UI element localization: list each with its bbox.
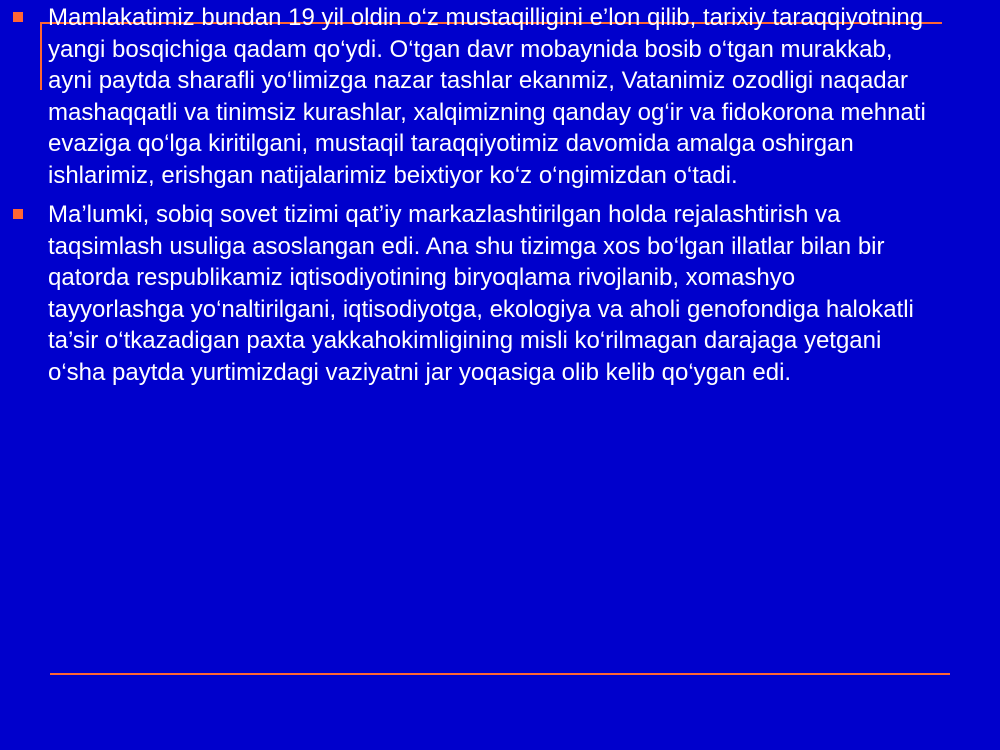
bullet-item	[10, 199, 930, 388]
bullet-item	[10, 2, 930, 191]
bottom-accent-line	[50, 673, 950, 675]
square-bullet-icon	[13, 12, 23, 22]
bullet-text: Ma’lumki, sobiq sovet tizimi qat’iy markazlashtirilgan holda rejalashtirish va taqsimlash usuliga asoslangan edi. Ana shu tizimga xos bo‘lgan illatlar bilan bir qatorda respublikamiz iqtisodiyotining biryoqlama rivojlanib, xomashyo tayyorlashga yo‘naltirilgani, iqtisodiyotga, ekologiya va aholi genofondiga halokatli ta’sir o‘tkazadigan paxta yakkahokimligining misli ko‘rilmagan darajaga yetgani o‘sha paytda yurtimizdagi vaziyatni jar yoqasiga olib kelib qo‘ygan edi.	[48, 201, 914, 386]
bullet-text: Mamlakatimiz bundan 19 yil oldin o‘z mustaqilligini e’lon qilib, tarixiy taraqqiyotning yangi bosqichiga qadam qo‘ydi. O‘tgan davr mobaynida bosib o‘tgan murakkab, ayni paytda sharafli yo‘limizga nazar tashlar ekanmiz, Vatanimiz ozodligi naqadar mashaqqatli va tinimsiz kurashlar, xalqimizning qanday og‘ir va fidokorona mehnati evaziga qo‘lga kiritilgani, mustaqil taraqqiyotimiz davomida amalga oshirgan ishlarimiz, erishgan natijalarimiz beixtiyor ko‘z o‘ngimizdan o‘tadi.	[48, 4, 926, 189]
square-bullet-icon	[13, 209, 23, 219]
watermark-decoration: ​	[188, 483, 211, 515]
slide-content	[10, 2, 930, 396]
